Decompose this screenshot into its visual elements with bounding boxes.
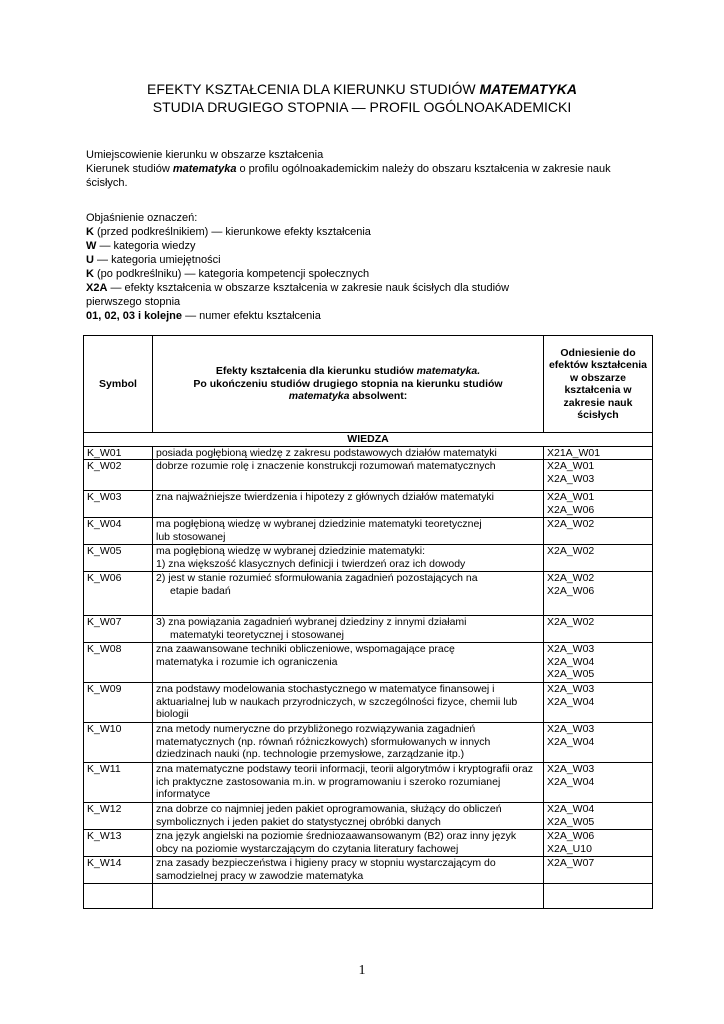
table-row (84, 616, 653, 643)
table-row-empty (84, 884, 653, 909)
table-row (84, 723, 653, 763)
row-text: zna najważniejsze twierdzenia i hipotezy z głównych działów matematyki (153, 491, 544, 518)
row-symbol: K_W05 (84, 545, 153, 572)
title-line-1 (0, 80, 724, 98)
section-title: WIEDZA (84, 433, 653, 447)
row-symbol: K_W14 (84, 857, 153, 884)
row-symbol: K_W09 (84, 683, 153, 723)
table-row (84, 446, 653, 460)
section-row (84, 433, 653, 447)
table-row (84, 518, 653, 545)
title-line-2: STUDIA DRUGIEGO STOPNIA — PROFIL OGÓLNOAKADEMICKI (152, 99, 572, 115)
row-refs: X2A_W01 X2A_W03 (544, 460, 653, 491)
row-refs: X2A_W06 X2A_U10 (544, 830, 653, 857)
title-emphasis: MATEMATYKA (479, 81, 577, 97)
row-refs: X2A_W03 X2A_W04 (544, 683, 653, 723)
row-text: zna język angielski na poziomie średniozaawansowanym (B2) oraz inny język obcy na poziomie wystarczającym do czytania literatury fachowej (153, 830, 544, 857)
row-text: zna metody numeryczne do przybliżonego rozwiązywania zagadnień matematycznych (np. równań różniczkowych) sformułowanych w innych dziedzinach nauki (np. technologie przemysłowe, zarządzanie itp.) (153, 723, 544, 763)
table-row (84, 683, 653, 723)
table-row (84, 857, 653, 884)
placement-heading: Umiejscowienie kierunku w obszarze kształcenia (86, 149, 324, 161)
table-row (84, 830, 653, 857)
row-refs: X2A_W01 X2A_W06 (544, 491, 653, 518)
row-text: ma pogłębioną wiedzę w wybranej dziedzinie matematyki: 1) zna większość klasycznych definicji i twierdzeń oraz ich dowody (153, 545, 544, 572)
learning-outcomes-table (83, 335, 653, 909)
table-row (84, 545, 653, 572)
row-symbol: K_W06 (84, 572, 153, 616)
row-text: 3) zna powiązania zagadnień wybranej dziedziny z innymi działami matematyki teoretycznej i stosowanej (153, 616, 544, 643)
row-text: zna matematyczne podstawy teorii informacji, teorii algorytmów i kryptografii oraz ich praktyczne zastosowania m.in. w programowaniu i szeroko rozumianej informatyce (153, 763, 544, 803)
legend-section (86, 211, 646, 323)
row-symbol: K_W10 (84, 723, 153, 763)
legend-heading: Objaśnienie oznaczeń: (86, 212, 198, 224)
row-refs: X2A_W02 (544, 616, 653, 643)
row-text: zna podstawy modelowania stochastycznego w matematyce finansowej i aktuarialnej lub w naukach przyrodniczych, w szczególności fizyce, chemii lub biologii (153, 683, 544, 723)
legend-item: W — kategoria wiedzy (86, 240, 196, 252)
row-refs: X2A_W03 X2A_W04 (544, 723, 653, 763)
row-symbol: K_W03 (84, 491, 153, 518)
row-symbol: K_W01 (84, 446, 153, 460)
table-row (84, 643, 653, 683)
row-text: posiada pogłębioną wiedzę z zakresu podstawowych działów matematyki (153, 446, 544, 460)
title-prefix: EFEKTY KSZTAŁCENIA DLA KIERUNKU STUDIÓW (147, 81, 476, 97)
table-row (84, 763, 653, 803)
header-effects: Efekty kształcenia dla kierunku studiów matematyka. Po ukończeniu studiów drugiego stopnia na kierunku studiów matematyka absolwent: (153, 336, 544, 433)
row-refs: X2A_W03 X2A_W04 X2A_W05 (544, 643, 653, 683)
row-refs: X2A_W03 X2A_W04 (544, 763, 653, 803)
row-symbol: K_W13 (84, 830, 153, 857)
legend-item: X2A — efekty kształcenia w obszarze kształcenia w zakresie nauk ścisłych dla studiów pierwszego stopnia (86, 282, 510, 308)
row-symbol: K_W08 (84, 643, 153, 683)
table-row (84, 460, 653, 491)
row-text: ma pogłębioną wiedzę w wybranej dziedzinie matematyki teoretycznej lub stosowanej (153, 518, 544, 545)
row-symbol: K_W11 (84, 763, 153, 803)
row-symbol: K_W07 (84, 616, 153, 643)
page-number: 1 (358, 963, 366, 978)
header-reference: Odniesienie do efektów kształcenia w obszarze kształcenia w zakresie nauk ścisłych (544, 336, 653, 433)
table-row (84, 803, 653, 830)
row-refs: X2A_W02 X2A_W06 (544, 572, 653, 616)
row-refs: X2A_W02 (544, 518, 653, 545)
header-symbol: Symbol (84, 336, 153, 433)
placement-section (86, 148, 646, 190)
table-row (84, 572, 653, 616)
table-row (84, 491, 653, 518)
row-symbol: K_W04 (84, 518, 153, 545)
row-symbol: K_W02 (84, 460, 153, 491)
row-refs: X2A_W02 (544, 545, 653, 572)
legend-item: K (po podkreślniku) — kategoria kompetencji społecznych (86, 268, 370, 280)
row-refs: X2A_W07 (544, 857, 653, 884)
row-text: zna zaawansowane techniki obliczeniowe, wspomagające pracę matematyka i rozumie ich ograniczenia (153, 643, 544, 683)
legend-item: U — kategoria umiejętności (86, 254, 221, 266)
row-text: dobrze rozumie rolę i znaczenie konstrukcji rozumowań matematycznych (153, 460, 544, 491)
row-text: 2) jest w stanie rozumieć sformułowania zagadnień pozostających na etapie badań (153, 572, 544, 616)
legend-item: K (przed podkreślnikiem) — kierunkowe efekty kształcenia (86, 226, 371, 238)
row-text: zna dobrze co najmniej jeden pakiet oprogramowania, służący do obliczeń symbolicznych i jeden pakiet do statystycznej obróbki danych (153, 803, 544, 830)
row-text: zna zasady bezpieczeństwa i higieny pracy w stopniu wystarczającym do samodzielnej pracy w zawodzie matematyka (153, 857, 544, 884)
row-refs: X2A_W04 X2A_W05 (544, 803, 653, 830)
row-symbol: K_W12 (84, 803, 153, 830)
legend-item: 01, 02, 03 i kolejne — numer efektu kształcenia (86, 310, 321, 322)
document-title (0, 80, 724, 116)
table-header-row (84, 336, 653, 433)
row-refs: X21A_W01 (544, 446, 653, 460)
placement-text: Kierunek studiów matematyka o profilu ogólnoakademickim należy do obszaru kształcenia w zakresie nauk ścisłych. (86, 163, 611, 189)
